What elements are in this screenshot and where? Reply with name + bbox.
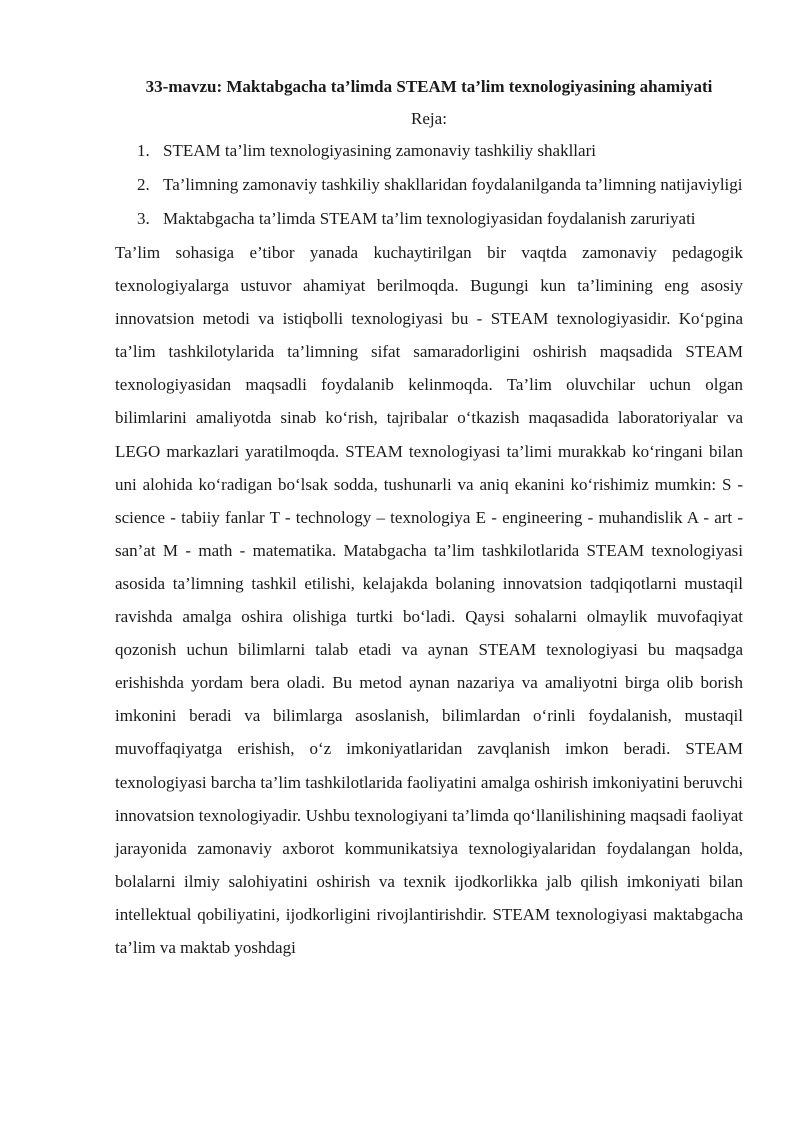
plan-item-text: Ta’limning zamonaviy tashkiliy shakllaridan foydalanilganda ta’limning natijaviyligi	[163, 175, 743, 194]
plan-item-text: Maktabgacha ta’limda STEAM ta’lim texnologiyasidan foydalanish zaruriyati	[163, 209, 696, 228]
plan-item-text: STEAM ta’lim texnologiyasining zamonaviy tashkiliy shakllari	[163, 141, 596, 160]
plan-list	[115, 134, 743, 236]
plan-item	[115, 202, 743, 236]
plan-item	[115, 134, 743, 168]
plan-item-number: 2.	[137, 175, 150, 194]
plan-item-number: 1.	[137, 141, 150, 160]
plan-heading: Reja:	[411, 109, 447, 128]
body-paragraph: Ta’lim sohasiga e’tibor yanada kuchaytirilgan bir vaqtda zamonaviy pedagogik texnologiyalarga ustuvor ahamiyat berilmoqda. Bugungi kun ta’limining eng asosiy innovatsion metodi va istiqbolli texnologiyasi bu - STEAM texnologiyasidir. Ko‘pgina ta’lim tashkilotylarida ta’limning sifat samaradorligini oshirish maqsadida STEAM texnologiyasidan maqsadli foydalanib kelinmoqda. Ta’lim oluvchilar uchun olgan bilimlarini amaliyotda sinab ko‘rish, tajribalar o‘tkazish maqasadida laboratoriyalar va LEGO markazlari yaratilmoqda. STEAM texnologiyasi ta’limi murakkab ko‘ringani bilan uni alohida ko‘radigan bo‘lsak sodda, tushunarli va aniq ekanini ko‘rishimiz mumkin: S - science - tabiiy fanlar T - technology – texnologiya E - engineering - muhandislik A - art - san’at M - math - matematika. Matabgacha ta’lim tashkilotlarida STEAM texnologiyasi asosida ta’limning tashkil etilishi, kelajakda bolaning innovatsion tadqiqotlarni mustaqil ravishda amalga oshira olishiga turtki bo‘ladi. Qaysi sohalarni olmaylik muvofaqiyat qozonish uchun bilimlarni talab etadi va aynan STEAM texnologiyasi bu maqsadga erishishda yordam bera oladi. Bu metod aynan nazariya va amaliyotni birga olib borish imkonini beradi va bilimlarga asoslanish, bilimlardan o‘rinli foydalanish, mustaqil muvoffaqiyatga erishish, o‘z imkoniyatlaridan zavqlanish imkon beradi. STEAM texnologiyasi barcha ta’lim tashkilotlarida faoliyatini amalga oshirish imkoniyatini beruvchi innovatsion texnologiyadir. Ushbu texnologiyani ta’limda qo‘llanilishining maqsadi faoliyat jarayonida zamonaviy axborot kommunikatsiya texnologiyalaridan foydalangan holda, bolalarni ilmiy salohiyatini oshirish va texnik ijodkorlikka jalb qilish imkoniyati bilan intellektual qobiliyatini, ijodkorligini rivojlantirishdir. STEAM texnologiyasi maktabgacha ta’lim va maktab yoshdagi	[115, 243, 743, 957]
plan-item	[115, 168, 743, 202]
plan-item-number: 3.	[137, 209, 150, 228]
document-page	[115, 73, 743, 964]
page-title: 33-mavzu: Maktabgacha ta’limda STEAM ta’lim texnologiyasining ahamiyati	[145, 77, 713, 96]
